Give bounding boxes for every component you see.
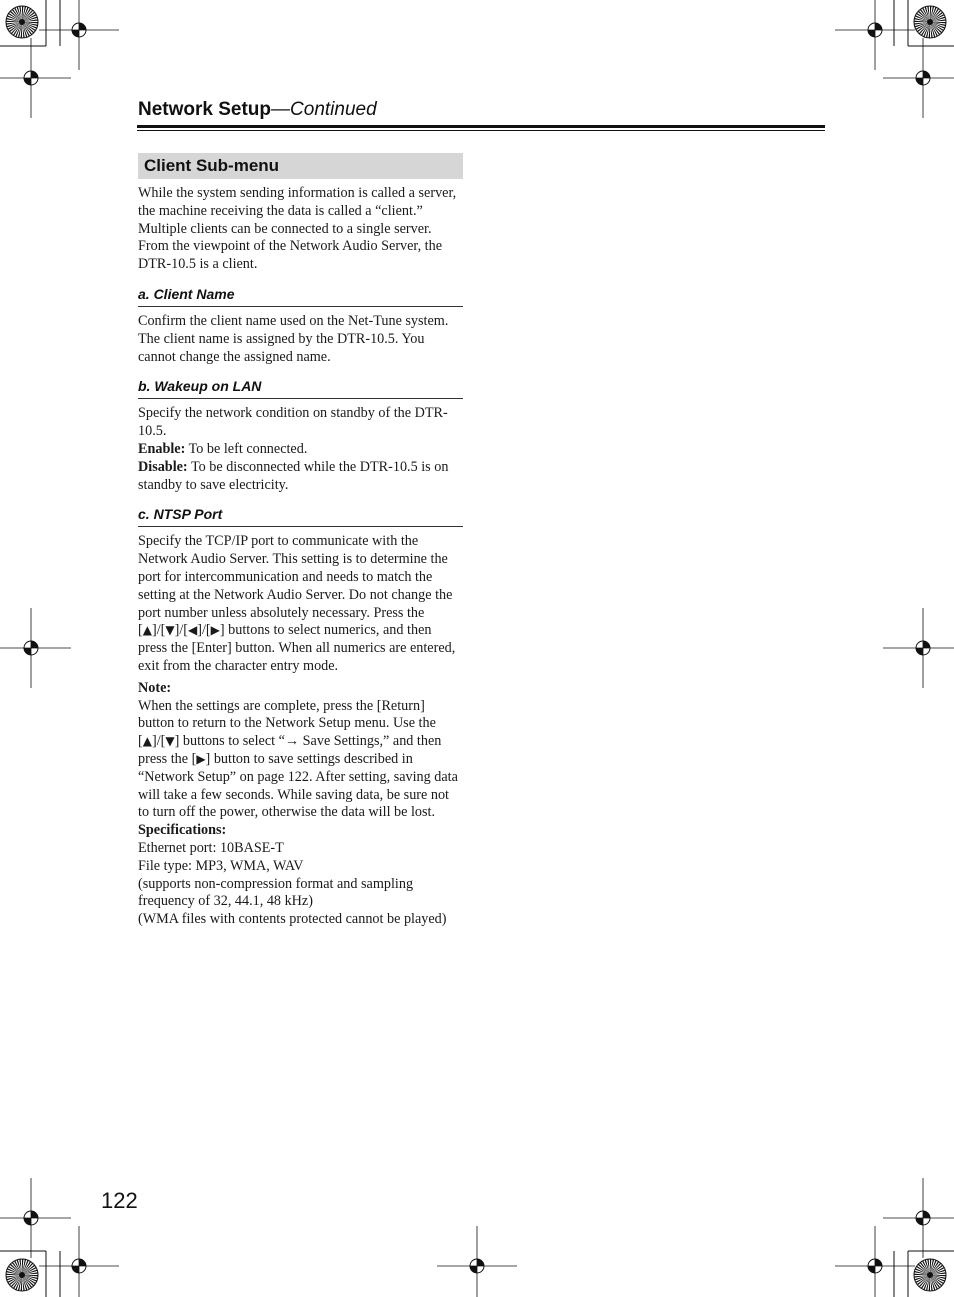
note-text-b: ]/[ <box>151 733 166 750</box>
enable-text: To be left connected. <box>188 440 308 457</box>
subheading-ntsp-port: c. NTSP Port <box>138 506 463 527</box>
wakeup-paragraph <box>138 405 463 494</box>
ntsp-paragraph <box>138 533 463 675</box>
specifications-label: Specifications: <box>138 822 227 839</box>
down-arrow-icon: ▼ <box>165 734 175 749</box>
ntsp-text-e: ] buttons to select numerics, and then press the [Enter] button. When all numerics are entered, exit from the character entry mode. <box>138 622 456 674</box>
subheading-client-name: a. Client Name <box>138 286 463 307</box>
header-title: Network Setup <box>138 99 272 120</box>
note-text-a: When the settings are complete, press the [Return] button to return to the Network Setup menu. Use the [ <box>138 697 436 750</box>
ntsp-text-a: Specify the TCP/IP port to communicate with the Network Audio Server. This setting is to determine the port for intercommunication and needs to match the setting at the Network Audio Server. Do not change the port number unless absolutely necessary. Press the [ <box>138 533 453 639</box>
page-number: 122 <box>101 1188 138 1213</box>
intro-paragraph: While the system sending information is called a server, the machine receiving the data is called a “client.” Multiple clients can be connected to a single server. From the viewpoint of the Network Audio Server, the DTR-10.5 is a client. <box>138 185 457 273</box>
ntsp-text-d: ]/[ <box>197 622 211 639</box>
section-heading: Client Sub-menu <box>138 153 463 179</box>
spec-line: (supports non-compression format and sampling frequency of 32, 44.1, 48 kHz) <box>138 875 414 910</box>
header-rule-thin <box>137 130 825 131</box>
ntsp-text-c: ]/[ <box>174 622 189 639</box>
enable-label: Enable: <box>138 440 186 457</box>
left-arrow-icon: ◀ <box>188 623 198 638</box>
client-name-paragraph: Confirm the client name used on the Net-Tune system. The client name is assigned by the DTR-10.5. You cannot change the assigned name. <box>138 312 449 365</box>
spec-line: Ethernet port: 10BASE-T <box>138 839 284 856</box>
spec-line: File type: MP3, WMA, WAV <box>138 857 304 874</box>
running-header <box>138 99 377 121</box>
up-arrow-icon: ▲ <box>142 734 152 749</box>
up-arrow-icon: ▲ <box>142 623 152 638</box>
spec-line: (WMA files with contents protected cannot be played) <box>138 911 447 928</box>
right-arrow-icon: ▶ <box>210 623 220 638</box>
note-text-d: ] button to save settings described in “Network Setup” on page 122. After setting, saving data will take a few seconds. While saving data, be sure not to turn off the power, otherwise the data will be lost. <box>138 750 458 821</box>
right-arrow-icon: ▶ <box>196 751 206 766</box>
disable-text: To be disconnected while the DTR-10.5 is on standby to save electricity. <box>138 458 449 493</box>
wakeup-body: Specify the network condition on standby of the DTR-10.5. <box>138 405 448 440</box>
disable-label: Disable: <box>138 458 188 475</box>
subheading-wakeup-on-lan: b. Wakeup on LAN <box>138 378 463 399</box>
ntsp-text-b: ]/[ <box>151 622 166 639</box>
header-rule <box>137 125 825 128</box>
note-label: Note: <box>138 679 172 696</box>
down-arrow-icon: ▼ <box>165 623 175 638</box>
note-text-c: ] buttons to select “→ Save Settings,” and then press the [ <box>138 733 442 767</box>
specifications-block <box>138 822 463 929</box>
content-column <box>138 153 463 929</box>
note-block <box>138 680 463 822</box>
header-continued: —Continued <box>271 99 377 120</box>
